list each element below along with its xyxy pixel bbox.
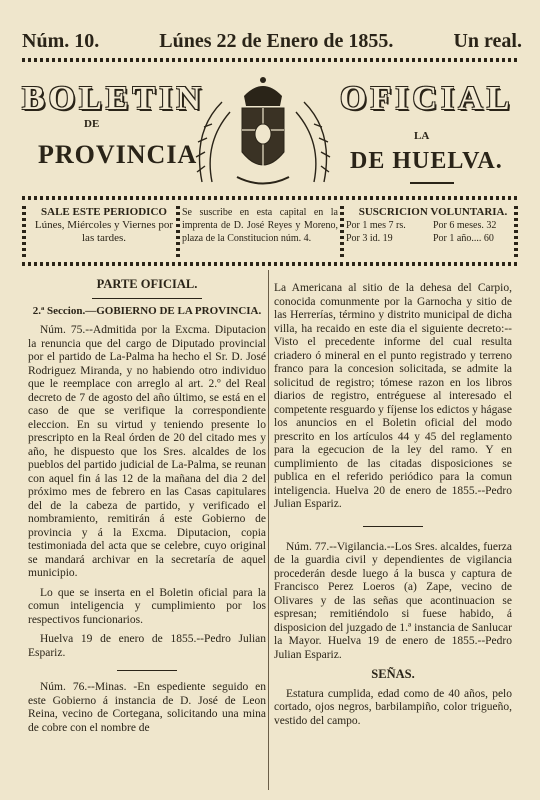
royal-crest-emblem xyxy=(182,72,344,198)
info-subscription-place: Se suscribe en esta capital en la imprenta de D. José Reyes y Moreno, plaza de la Constitucion núm. 4. xyxy=(182,207,338,244)
ornament-rule xyxy=(410,182,454,184)
info-bar-right xyxy=(514,206,518,258)
info-subscription-rates: SUSCRICION VOLUNTARIA. Por 1 mes 7 rs. Por 6 meses. 32 Por 3 id. 19 Por 1 año.... 60 xyxy=(346,206,520,245)
article-75-note: Lo que se inserta en el Boletin oficial para la comun inteligencia y cumplimiento por los respectivos funcionarios. xyxy=(28,586,266,626)
info-bar-mid-left xyxy=(176,206,180,258)
title-boletin: BOLETIN xyxy=(22,80,205,117)
issue-date: Lúnes 22 de Enero de 1855. xyxy=(159,30,394,52)
senas-heading: SEÑAS. xyxy=(371,667,415,681)
issue-price: Un real. xyxy=(453,30,522,52)
rate-1-month: Por 1 mes 7 rs. xyxy=(346,220,406,231)
article-76: Núm. 76.--Minas. -En espediente seguido en este Gobierno á instancia de D. José de Leon Reina, vecino de Cortegana, solicitando una mina de cobre con el nombre de xyxy=(28,681,266,734)
article-75-signature: Huelva 19 de enero de 1855.--Pedro Julian Espariz. xyxy=(28,633,266,659)
info-publication-days: SALE ESTE PERIODICO Lúnes, Miércoles y Viernes por las tardes. xyxy=(34,206,174,244)
top-rule xyxy=(22,58,518,62)
article-76-continued: La Americana al sitio de la dehesa del Carpio, conocida comunmente por la Garnocha y sitio de las Herrerías, término y distrito municipal de dicha villa, ha recaido en este dia el siguiente decreto:--Visto el precedente informe del cual resulta criadero ó mineral en el punto registrado y terreno franco para la concesion solicitada, se admite la solicitud de registro; tómese razon en los libros diarios de registro, entréguese al interesado el competente resguardo y fíjense los edictos y hágase los anuncios en el Boletin oficial del modo prescrito en los artículos 44 y 45 del reglamento para la egecucion de la ley del ramo. Y en cumplimiento de las citadas disposiciones se publica en el referido periódico para la comun inteligencia. Huelva 20 de enero de 1855.--Pedro Julian Espariz. xyxy=(274,282,512,510)
issue-number: Núm. 10. xyxy=(22,30,100,52)
article-77: Núm. 77.--Vigilancia.--Los Sres. alcaldes, fuerza de la guardia civil y dependientes de vigilancia procederán desde luego á la busca y captura de Francisco Perez Loeros (a) Zape, vecino de Olivares y de las señas que acontinuacion se espresan; remitiéndolo si fuese habido, á disposicion del juzgado de 1.ª instancia de Sanlucar la Mayor. Huelva 19 de enero de 1855.--Pedro Julian Espariz. xyxy=(274,540,512,661)
info-top-rule xyxy=(22,196,518,200)
info-bottom-rule xyxy=(22,262,518,266)
rate-3-months: Por 3 id. 19 xyxy=(346,233,393,244)
rate-1-year: Por 1 año.... 60 xyxy=(433,233,494,244)
info-bar-left xyxy=(22,206,26,258)
title-de: DE xyxy=(84,118,100,130)
left-column xyxy=(28,272,266,741)
title-huelva: DE HUELVA. xyxy=(350,148,503,174)
column-divider xyxy=(268,270,269,790)
right-column xyxy=(274,282,512,734)
title-oficial: OFICIAL xyxy=(340,80,514,117)
masthead xyxy=(22,30,522,54)
rate-6-months: Por 6 meses. 32 xyxy=(433,220,497,231)
title-provincia: PROVINCIA xyxy=(38,140,198,169)
article-75: Núm. 75.--Admitida por la Excma. Diputacion la renuncia que del cargo de Diputado provincial por el partido de La-Palma ha hecho el Sr. D. José Rodriguez Miranda, y no habiendo otro individuo que le reemplace con arreglo al art. 2.º del Real decreto de 7 de agosto del año último, se está en el caso de que se verifique la correspondiente eleccion. En su virtud y teniendo presente lo prescripto en la Real órden de 20 del citado mes y año, he dispuesto que los Sres. alcaldes de los pueblos del partido judicial de La-Palma, se reunan con aquel fin á las 12 de la mañana del dia 2 del próximo mes de febrero en las Casas capitulares del de la cabeza de partido, y verificado el nombramiento, remitirán á este Gobierno de provincia y á la Excma. Diputacion, copia testimoniada del acta que se celebre, cuyo original se mandará archivar en la secretaría de aquel municipio. xyxy=(28,324,266,579)
title-la: LA xyxy=(414,130,430,142)
section-title: 2.ª Seccion.—GOBIERNO DE LA PROVINCIA. xyxy=(32,304,262,317)
senas-description: Estatura cumplida, edad como de 40 años, pelo cortado, ojos negros, barbilampiño, color trigueño, vestido del campo. xyxy=(274,687,512,727)
info-bar-mid-right xyxy=(340,206,344,258)
section-heading: PARTE OFICIAL. xyxy=(96,277,198,291)
